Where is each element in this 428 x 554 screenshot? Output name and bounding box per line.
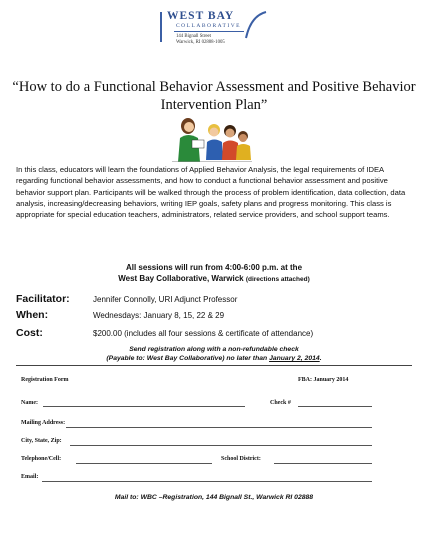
logo-bar [160, 12, 162, 42]
name-label: Name: [21, 400, 38, 406]
sessions-line1: All sessions will run from 4:00-6:00 p.m. at the [125, 263, 303, 272]
cost-label: Cost: [16, 327, 43, 339]
when-label: When: [16, 309, 49, 321]
city-state-zip-field[interactable] [70, 445, 372, 446]
west-bay-logo [160, 8, 270, 58]
facilitator-value: Jennifer Connolly, URI Adjunct Professor [93, 295, 238, 304]
cost-row [16, 327, 416, 341]
mailing-address-field[interactable] [66, 427, 372, 428]
cost-value: $200.00 (includes all four sessions & certificate of attendance) [93, 329, 314, 338]
send-line1: Send registration along with a non-refundable check [129, 346, 299, 353]
telephone-field[interactable] [76, 463, 212, 464]
email-field[interactable] [42, 481, 372, 482]
check-field[interactable] [298, 406, 372, 407]
email-label: Email: [21, 474, 39, 480]
sessions-line2-wrap [10, 273, 418, 285]
registration-form-code: FBA: January 2014 [298, 377, 349, 383]
school-district-label: School District: [221, 456, 261, 462]
mailing-address-label: Mailing Address: [21, 420, 66, 426]
when-row [16, 309, 416, 323]
send-registration-note [10, 345, 418, 363]
send-line2 [10, 354, 418, 363]
registration-form-heading: Registration Form [21, 377, 69, 383]
check-label: Check # [270, 400, 291, 406]
when-value: Wednesdays: January 8, 15, 22 & 29 [93, 311, 225, 320]
name-field[interactable] [43, 406, 245, 407]
divider [16, 365, 412, 366]
course-description: In this class, educators will learn the foundations of Applied Behavior Analysis, the legal requirements of IDEA regarding functional behavior assessments, and how to conduct a functional behavior assessment and positive behavior support plan. Participants will be walked through the process of problem identification, data collection, data analysis, increasing/decreasing behaviors, writing IEP goals, safety plans and progress monitoring. This class is appropriate for special education teachers, administrators, related service providers, and school support teams. [16, 165, 406, 220]
sessions-location: West Bay Collaborative, Warwick [118, 274, 244, 283]
logo-rule [174, 31, 244, 32]
school-district-field[interactable] [274, 463, 372, 464]
page-title: “How to do a Functional Behavior Assessment and Positive Behavior Intervention Plan” [12, 79, 416, 113]
telephone-label: Telephone/Cell: [21, 456, 62, 462]
facilitator-label: Facilitator: [16, 293, 70, 305]
facilitator-row [16, 293, 416, 307]
mail-to-address: Mail to: WBC –Registration, 144 Bignall St., Warwick RI 02888 [114, 494, 314, 501]
send-line2-prefix: (Payable to: West Bay Collaborative) no later than [106, 355, 270, 362]
logo-address-line1: 144 Bignall Street [176, 34, 211, 39]
send-line2-suffix: . [319, 355, 322, 362]
logo-subtitle: COLLABORATIVE [176, 23, 242, 29]
sessions-info [10, 262, 418, 285]
send-deadline: January 2, 2014 [269, 355, 320, 362]
logo-brand: WEST BAY [167, 10, 235, 22]
city-state-zip-label: City, State, Zip: [21, 438, 62, 444]
teacher-students-illustration [172, 116, 252, 162]
logo-address-line2: Warwick, RI 02888-1005 [176, 40, 225, 45]
sessions-directions: (directions attached) [245, 276, 310, 283]
wave-icon [244, 10, 268, 40]
